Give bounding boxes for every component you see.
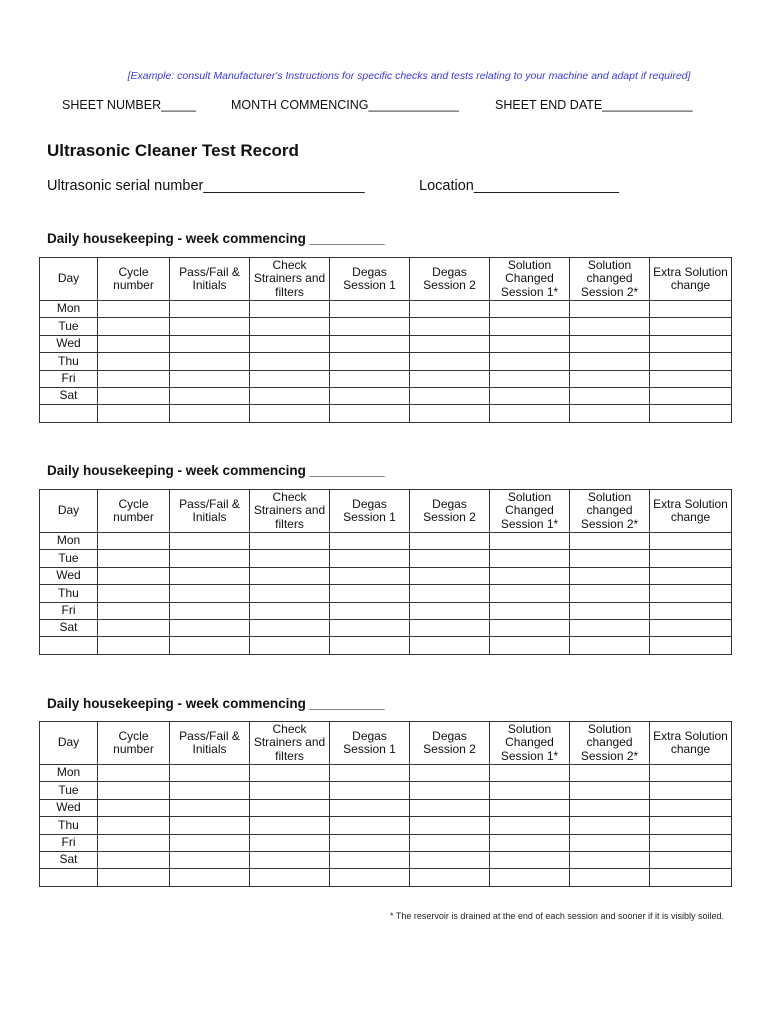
table-row [40, 301, 732, 318]
column-header: Extra Solution change [650, 490, 732, 533]
month-commencing-field[interactable]: MONTH COMMENCING_____________ [231, 98, 459, 112]
entry-cell[interactable] [410, 799, 490, 816]
table-row [40, 370, 732, 387]
day-cell: Tue [40, 782, 98, 799]
entry-cell[interactable] [410, 353, 490, 370]
entry-cell[interactable] [250, 567, 330, 584]
table-row [40, 782, 732, 799]
entry-cell[interactable] [490, 405, 570, 422]
entry-cell[interactable] [170, 387, 250, 404]
entry-cell[interactable] [490, 619, 570, 636]
day-cell: Wed [40, 335, 98, 352]
entry-cell[interactable] [490, 335, 570, 352]
entry-cell[interactable] [570, 869, 650, 886]
entry-cell[interactable] [98, 782, 170, 799]
entry-cell[interactable] [410, 370, 490, 387]
entry-cell[interactable] [98, 619, 170, 636]
week-3-title: Daily housekeeping - week commencing __________ [47, 696, 385, 711]
column-header: Solution Changed Session 1* [490, 490, 570, 533]
table-row [40, 619, 732, 636]
table-row [40, 765, 732, 782]
column-header: Cycle number [98, 722, 170, 765]
entry-cell[interactable] [410, 765, 490, 782]
week-3-table [39, 721, 732, 887]
column-header: Degas Session 2 [410, 490, 490, 533]
day-cell: Sat [40, 851, 98, 868]
entry-cell[interactable] [650, 387, 732, 404]
entry-cell[interactable] [330, 602, 410, 619]
entry-cell[interactable] [570, 817, 650, 834]
entry-cell[interactable] [170, 301, 250, 318]
entry-cell[interactable] [650, 799, 732, 816]
day-cell: Fri [40, 370, 98, 387]
entry-cell[interactable] [490, 834, 570, 851]
entry-cell[interactable] [410, 869, 490, 886]
instruction-note: [Example: consult Manufacturer's Instructions for specific checks and tests relating to your machine and adapt if required] [127, 70, 691, 82]
entry-cell[interactable] [98, 301, 170, 318]
entry-cell[interactable] [330, 765, 410, 782]
entry-cell[interactable] [490, 533, 570, 550]
entry-cell[interactable] [250, 782, 330, 799]
entry-cell[interactable] [170, 799, 250, 816]
table-row [40, 335, 732, 352]
entry-cell[interactable] [250, 585, 330, 602]
entry-cell[interactable] [250, 602, 330, 619]
entry-cell[interactable] [650, 567, 732, 584]
entry-cell[interactable] [570, 335, 650, 352]
entry-cell[interactable] [170, 834, 250, 851]
column-header: Solution Changed Session 1* [490, 722, 570, 765]
entry-cell[interactable] [250, 817, 330, 834]
entry-cell[interactable] [410, 602, 490, 619]
column-header: Extra Solution change [650, 258, 732, 301]
entry-cell[interactable] [570, 387, 650, 404]
day-cell: Thu [40, 585, 98, 602]
entry-cell[interactable] [650, 335, 732, 352]
entry-cell[interactable] [570, 370, 650, 387]
week-1-table [39, 257, 732, 423]
entry-cell[interactable] [650, 585, 732, 602]
column-header: Check Strainers and filters [250, 722, 330, 765]
column-header: Degas Session 1 [330, 722, 410, 765]
entry-cell[interactable] [170, 318, 250, 335]
entry-cell[interactable] [330, 370, 410, 387]
entry-cell[interactable] [570, 834, 650, 851]
entry-cell[interactable] [650, 834, 732, 851]
entry-cell[interactable] [330, 834, 410, 851]
entry-cell[interactable] [330, 301, 410, 318]
entry-cell[interactable] [410, 405, 490, 422]
entry-cell[interactable] [330, 533, 410, 550]
entry-cell[interactable] [650, 851, 732, 868]
page-title: Ultrasonic Cleaner Test Record [47, 141, 299, 160]
entry-cell[interactable] [650, 869, 732, 886]
entry-cell[interactable] [650, 602, 732, 619]
column-header: Solution changed Session 2* [570, 490, 650, 533]
entry-cell[interactable] [250, 799, 330, 816]
entry-cell[interactable] [98, 318, 170, 335]
entry-cell[interactable] [98, 533, 170, 550]
entry-cell[interactable] [410, 550, 490, 567]
table-row [40, 533, 732, 550]
entry-cell[interactable] [650, 817, 732, 834]
entry-cell[interactable] [570, 550, 650, 567]
column-header: Degas Session 1 [330, 258, 410, 301]
entry-cell[interactable] [98, 602, 170, 619]
entry-cell[interactable] [98, 387, 170, 404]
entry-cell[interactable] [250, 533, 330, 550]
table-row [40, 353, 732, 370]
entry-cell[interactable] [570, 782, 650, 799]
entry-cell[interactable] [410, 782, 490, 799]
week-1-title: Daily housekeeping - week commencing __________ [47, 231, 385, 246]
entry-cell[interactable] [250, 550, 330, 567]
entry-cell[interactable] [250, 353, 330, 370]
entry-cell[interactable] [250, 335, 330, 352]
entry-cell[interactable] [650, 550, 732, 567]
entry-cell[interactable] [410, 834, 490, 851]
table-row [40, 602, 732, 619]
footnote: * The reservoir is drained at the end of each session and sooner if it is visibly soiled. [389, 911, 724, 921]
column-header: Degas Session 1 [330, 490, 410, 533]
entry-cell[interactable] [570, 637, 650, 654]
column-header: Day [40, 490, 98, 533]
entry-cell[interactable] [170, 405, 250, 422]
column-header: Degas Session 2 [410, 258, 490, 301]
entry-cell[interactable] [570, 533, 650, 550]
entry-cell[interactable] [570, 353, 650, 370]
entry-cell[interactable] [170, 370, 250, 387]
column-header: Pass/Fail & Initials [170, 722, 250, 765]
entry-cell[interactable] [490, 567, 570, 584]
entry-cell[interactable] [410, 619, 490, 636]
entry-cell[interactable] [570, 567, 650, 584]
entry-cell[interactable] [250, 301, 330, 318]
entry-cell[interactable] [170, 353, 250, 370]
day-cell: Mon [40, 765, 98, 782]
entry-cell[interactable] [170, 602, 250, 619]
column-header: Solution Changed Session 1* [490, 258, 570, 301]
column-header: Check Strainers and filters [250, 258, 330, 301]
header-row [40, 258, 732, 301]
serial-number-field[interactable]: Ultrasonic serial number____________________ [47, 178, 365, 194]
entry-cell[interactable] [98, 637, 170, 654]
entry-cell[interactable] [98, 335, 170, 352]
entry-cell[interactable] [650, 619, 732, 636]
entry-cell[interactable] [650, 370, 732, 387]
entry-cell[interactable] [250, 869, 330, 886]
entry-cell[interactable] [250, 387, 330, 404]
entry-cell[interactable] [490, 799, 570, 816]
table-row [40, 799, 732, 816]
entry-cell[interactable] [170, 817, 250, 834]
entry-cell[interactable] [330, 567, 410, 584]
entry-cell[interactable] [98, 585, 170, 602]
entry-cell[interactable] [98, 550, 170, 567]
entry-cell[interactable] [490, 602, 570, 619]
sheet-end-date-field[interactable]: SHEET END DATE_____________ [495, 98, 693, 112]
column-header: Check Strainers and filters [250, 490, 330, 533]
column-header: Extra Solution change [650, 722, 732, 765]
column-header: Pass/Fail & Initials [170, 258, 250, 301]
entry-cell[interactable] [650, 353, 732, 370]
entry-cell[interactable] [330, 869, 410, 886]
entry-cell[interactable] [330, 851, 410, 868]
entry-cell[interactable] [250, 637, 330, 654]
day-cell: Fri [40, 602, 98, 619]
entry-cell[interactable] [570, 799, 650, 816]
entry-cell[interactable] [410, 637, 490, 654]
column-header: Cycle number [98, 490, 170, 533]
entry-cell[interactable] [490, 550, 570, 567]
entry-cell[interactable] [98, 765, 170, 782]
entry-cell[interactable] [570, 318, 650, 335]
entry-cell[interactable] [490, 817, 570, 834]
entry-cell[interactable] [650, 533, 732, 550]
column-header: Degas Session 2 [410, 722, 490, 765]
entry-cell[interactable] [170, 567, 250, 584]
entry-cell[interactable] [570, 619, 650, 636]
entry-cell[interactable] [490, 782, 570, 799]
entry-cell[interactable] [170, 585, 250, 602]
entry-cell[interactable] [330, 782, 410, 799]
entry-cell[interactable] [650, 637, 732, 654]
table-row [40, 387, 732, 404]
day-cell: Thu [40, 817, 98, 834]
day-cell: Wed [40, 567, 98, 584]
entry-cell[interactable] [98, 353, 170, 370]
column-header: Day [40, 258, 98, 301]
table-row [40, 318, 732, 335]
column-header: Solution changed Session 2* [570, 722, 650, 765]
day-cell: Tue [40, 318, 98, 335]
header-row [40, 722, 732, 765]
entry-cell[interactable] [410, 301, 490, 318]
day-cell: Tue [40, 550, 98, 567]
entry-cell[interactable] [170, 765, 250, 782]
table-row [40, 869, 732, 886]
entry-cell[interactable] [250, 619, 330, 636]
entry-cell[interactable] [490, 637, 570, 654]
entry-cell[interactable] [410, 335, 490, 352]
entry-cell[interactable] [250, 318, 330, 335]
entry-cell[interactable] [570, 585, 650, 602]
entry-cell[interactable] [570, 301, 650, 318]
table-row [40, 550, 732, 567]
entry-cell[interactable] [330, 335, 410, 352]
entry-cell[interactable] [650, 301, 732, 318]
day-cell: Wed [40, 799, 98, 816]
table-row [40, 834, 732, 851]
entry-cell[interactable] [170, 637, 250, 654]
entry-cell[interactable] [410, 817, 490, 834]
entry-cell[interactable] [570, 851, 650, 868]
sheet-number-field[interactable]: SHEET NUMBER_____ [62, 98, 196, 112]
entry-cell[interactable] [250, 405, 330, 422]
table-row [40, 585, 732, 602]
entry-cell[interactable] [250, 851, 330, 868]
entry-cell[interactable] [490, 765, 570, 782]
entry-cell[interactable] [330, 353, 410, 370]
entry-cell[interactable] [170, 533, 250, 550]
entry-cell[interactable] [410, 851, 490, 868]
entry-cell[interactable] [330, 799, 410, 816]
entry-cell[interactable] [250, 834, 330, 851]
day-cell: Mon [40, 301, 98, 318]
entry-cell[interactable] [490, 301, 570, 318]
day-cell [40, 869, 98, 886]
day-cell [40, 637, 98, 654]
entry-cell[interactable] [490, 869, 570, 886]
location-field[interactable]: Location__________________ [419, 178, 619, 194]
entry-cell[interactable] [570, 405, 650, 422]
table-row [40, 851, 732, 868]
entry-cell[interactable] [490, 370, 570, 387]
entry-cell[interactable] [410, 567, 490, 584]
entry-cell[interactable] [490, 585, 570, 602]
entry-cell[interactable] [330, 585, 410, 602]
entry-cell[interactable] [330, 619, 410, 636]
entry-cell[interactable] [98, 851, 170, 868]
column-header: Pass/Fail & Initials [170, 490, 250, 533]
entry-cell[interactable] [410, 585, 490, 602]
day-cell: Mon [40, 533, 98, 550]
entry-cell[interactable] [490, 387, 570, 404]
entry-cell[interactable] [170, 550, 250, 567]
entry-cell[interactable] [570, 765, 650, 782]
entry-cell[interactable] [98, 405, 170, 422]
entry-cell[interactable] [330, 817, 410, 834]
entry-cell[interactable] [98, 567, 170, 584]
entry-cell[interactable] [330, 387, 410, 404]
day-cell [40, 405, 98, 422]
entry-cell[interactable] [650, 318, 732, 335]
entry-cell[interactable] [570, 602, 650, 619]
table-row [40, 817, 732, 834]
entry-cell[interactable] [410, 387, 490, 404]
entry-cell[interactable] [98, 869, 170, 886]
entry-cell[interactable] [490, 318, 570, 335]
entry-cell[interactable] [490, 851, 570, 868]
entry-cell[interactable] [250, 765, 330, 782]
day-cell: Thu [40, 353, 98, 370]
table-row [40, 567, 732, 584]
table-row [40, 405, 732, 422]
entry-cell[interactable] [98, 834, 170, 851]
entry-cell[interactable] [330, 318, 410, 335]
table-row [40, 637, 732, 654]
week-2-table [39, 489, 732, 655]
entry-cell[interactable] [170, 782, 250, 799]
entry-cell[interactable] [410, 533, 490, 550]
entry-cell[interactable] [170, 869, 250, 886]
header-row [40, 490, 732, 533]
day-cell: Sat [40, 619, 98, 636]
column-header: Solution changed Session 2* [570, 258, 650, 301]
week-2-title: Daily housekeeping - week commencing __________ [47, 463, 385, 478]
day-cell: Fri [40, 834, 98, 851]
entry-cell[interactable] [490, 353, 570, 370]
entry-cell[interactable] [98, 799, 170, 816]
day-cell: Sat [40, 387, 98, 404]
column-header: Day [40, 722, 98, 765]
entry-cell[interactable] [650, 405, 732, 422]
entry-cell[interactable] [98, 817, 170, 834]
entry-cell[interactable] [650, 765, 732, 782]
entry-cell[interactable] [170, 335, 250, 352]
entry-cell[interactable] [410, 318, 490, 335]
entry-cell[interactable] [98, 370, 170, 387]
entry-cell[interactable] [170, 851, 250, 868]
entry-cell[interactable] [330, 405, 410, 422]
entry-cell[interactable] [650, 782, 732, 799]
column-header: Cycle number [98, 258, 170, 301]
entry-cell[interactable] [250, 370, 330, 387]
entry-cell[interactable] [170, 619, 250, 636]
entry-cell[interactable] [330, 637, 410, 654]
entry-cell[interactable] [330, 550, 410, 567]
